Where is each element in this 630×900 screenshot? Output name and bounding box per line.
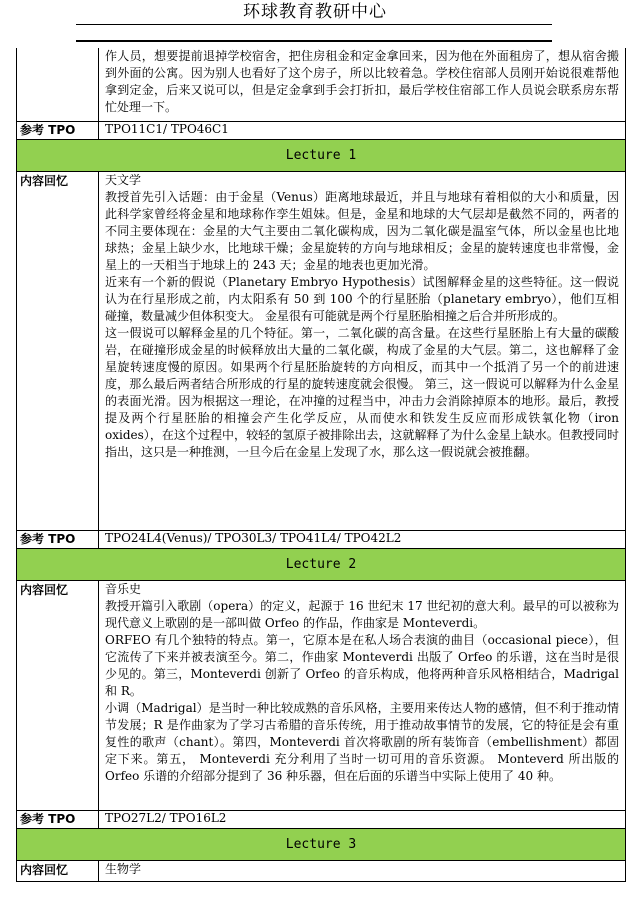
lecture-2-paragraph: 教授开篇引入歌剧（opera）的定义，起源于 16 世纪末 17 世纪初的意大利。最早的可以被称为现代意义上歌剧的是一部叫做 Orfeo 的作品，作曲家是 Monteverdi。 [105, 599, 619, 630]
lecture-1-content [99, 172, 625, 530]
recall-label: 内容回忆 [17, 861, 99, 881]
table-row-ref-2 [17, 531, 625, 549]
lecture-1-paragraph: 近来有一个新的假说（Planetary Embryo Hypothesis）试图解释金星的这些特征。这一假说认为在行星形成之前，内太阳系有 50 到 100 个的行星胚胎（planetary embryo），他们互相碰撞，数量减少但体积变大。 金星很有可能就是两个行星胚胎相撞之后合并所形成的。 [105, 275, 619, 323]
ref-tpo-2: TPO24L4(Venus)/ TPO30L3/ TPO41L4/ TPO42L2 [105, 531, 402, 545]
header-rule-thick [76, 40, 552, 42]
lecture-3-header: Lecture 3 [17, 829, 625, 861]
lecture-2-header: Lecture 2 [17, 549, 625, 581]
ref-tpo-3: TPO27L2/ TPO16L2 [105, 811, 227, 825]
table-row-lecture-1 [17, 172, 625, 531]
header-rule-thin [76, 24, 552, 25]
table-row-intro [17, 48, 625, 122]
lecture-2-paragraph: ORFEO 有几个独特的特点。第一，它原本是在私人场合表演的曲目（occasional piece），但它流传了下来并被表演至今。第二，作曲家 Monteverdi 出版了 Orfeo 的乐谱，这在当时是很少见的。第三，Monteverdi 创新了 Orfeo 的音乐构成，他将两种音乐风格相结合，Madrigal 和 R。 [105, 633, 619, 698]
lecture-1-paragraph: 这一假说可以解释金星的几个特征。第一，二氧化碳的高含量。在这些行星胚胎上有大量的碳酸岩，在碰撞形成金星的时候释放出大量的二氧化碳，构成了金星的大气层。第二，这也解释了金星旋转速度慢的原因。如果两个行星胚胎旋转的方向相反，而其中一个抵消了另一个的前进速度，那么最后两者结合所形成的行星的旋转速度就会很慢。 第三，这一假说可以解释为什么金星的表面光滑。因为根据这一理论，在冲撞的过程当中，冲击力会消除掉原本的地形。最后，教授提及两个行星胚胎的相撞会产生化学反应，从而使水和铁发生反应而形成铁氧化物（iron oxides），在这个过程中，较轻的氢原子被排除出去，这就解释了为什么金星上缺水。但教授同时指出，这只是一种推测，一旦今后在金星上发现了水，那么这一假说就会被推翻。 [105, 326, 619, 459]
lecture-2-topic: 音乐史 [105, 582, 142, 596]
lecture-2-content [99, 581, 625, 810]
lecture-2-paragraph: 小调（Madrigal）是当时一种比较成熟的音乐风格，主要用来传达人物的感情，但不利于推动情节发展；R 是作曲家为了学习古希腊的音乐传统，用于推动故事情节的发展，它的特征是会有重复性的歌声（chant）。第四，Monteverdi 首次将歌剧的所有装饰音（embellishment）都固定下来。第五， Monteverdi 充分利用了当时一切可用的音乐资源。 Monteverd 所出版的 Orfeo 乐谱的介绍部分提到了 36 种乐器，但在后面的乐谱当中实际上使用了 40 种。 [105, 701, 619, 783]
page-header-title: 环球教育教研中心 [243, 2, 387, 22]
table-row-lecture-3 [17, 861, 625, 882]
lecture-1-header: Lecture 1 [17, 140, 625, 172]
ref-label: 参考 TPO [17, 531, 99, 548]
lecture-1-paragraph: 教授首先引入话题：由于金星（Venus）距离地球最近，并且与地球有着相似的大小和质量，因此科学家曾经将金星和地球称作孪生姐妹。但是，金星和地球的大气层却是截然不同的，两者的不同主要体现在：金星的大气主要由二氧化碳构成，因为二氧化碳是温室气体，所以金星也比地球热；金星上缺少水，比地球干燥；金星旋转的方向与地球相反；金星的旋转速度也非常慢，金星上的一天相当于地球上的 243 天；金星的地表也更加光滑。 [105, 190, 619, 272]
table-row-ref-1 [17, 122, 625, 140]
lecture-1-topic: 天文学 [105, 173, 142, 187]
ref-label: 参考 TPO [17, 122, 99, 139]
intro-text: 作人员，想要提前退掉学校宿舍，把住房租金和定金拿回来，因为他在外面租房了，想从宿舍搬到外面的公寓。因为别人也看好了这个房子，所以比较着急。学校住宿部人员刚开始说很难帮他拿到定金，后来又说可以，但是定金拿到手会打折扣，最后学校住宿部工作人员说会联系房东帮忙处理一下。 [105, 49, 619, 114]
content-table [16, 48, 626, 882]
ref-tpo-1: TPO11C1/ TPO46C1 [105, 122, 229, 136]
table-row-lecture-2 [17, 581, 625, 811]
lecture-3-content [99, 861, 625, 881]
lecture-3-topic: 生物学 [105, 862, 142, 876]
ref-label: 参考 TPO [17, 811, 99, 828]
table-row-ref-3 [17, 811, 625, 829]
empty-label-cell [17, 48, 99, 121]
recall-label: 内容回忆 [17, 581, 99, 810]
recall-label: 内容回忆 [17, 172, 99, 530]
